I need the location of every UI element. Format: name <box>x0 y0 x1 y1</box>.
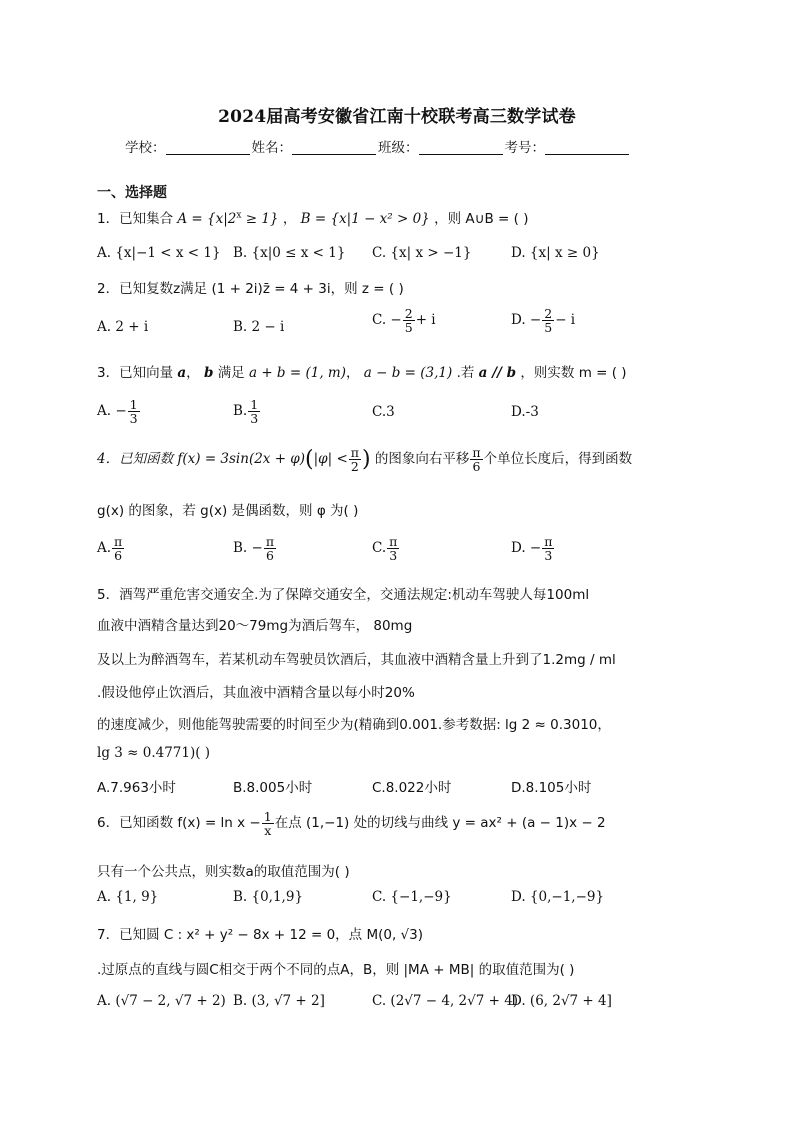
question-6-line-2: 只有一个公共点，则实数a的取值范围为( ) <box>97 864 350 880</box>
question-5-line-1: 5．酒驾严重危害交通安全.为了保障交通安全，交通法规定:机动车驾驶人每100ml <box>97 587 590 603</box>
question-1-stem: 1．已知集合 $A = \{x|2^x \ge 1\}$ ， B = {x|1 − x² > 0} ，则 A∪B = ( ) <box>97 210 529 227</box>
fraction: $\frac{\pi}{3}$ <box>389 534 398 564</box>
q1-option-d[interactable]: D. {x| x ≥ 0} <box>511 245 600 261</box>
question-5-line-6: lg 3 ≈ 0.4771)( ) <box>97 745 211 761</box>
q7-option-a[interactable]: A. (√7 − 2, √7 + 2) <box>97 993 226 1009</box>
q6-option-a[interactable]: A. {1, 9} <box>97 889 159 905</box>
student-info-row <box>125 136 631 156</box>
exam-number-blank[interactable] <box>545 138 629 155</box>
fraction: $\frac{2}{5}$ <box>544 306 553 336</box>
question-7-line-1: 7．已知圆 C : x² + y² − 8x + 12 = 0，点 M(0, √3) <box>97 927 423 943</box>
q3-option-d[interactable]: D.-3 <box>511 404 539 420</box>
q4-option-a[interactable]: A. $\frac{\pi}{6}$ <box>97 534 123 564</box>
q6-option-b[interactable]: B. {0,1,9} <box>233 889 304 905</box>
exam-title: 2024届高考安徽省江南十校联考高三数学试卷 <box>218 107 576 127</box>
question-4-stem: 4．已知函数 f(x) = 3sin(2x + φ)(|φ| < $\frac{\pi}{2}$ ) 的图象向右平移 $\frac{\pi}{6}$ 个单位长度后，得到函数 <box>97 445 633 475</box>
fraction: $\frac{1}{3}$ <box>129 397 138 427</box>
q1-option-b[interactable]: B. {x|0 ≤ x < 1} <box>233 245 346 261</box>
q3-option-b[interactable]: B. $\frac{1}{3}$ <box>233 397 259 427</box>
fraction: $\frac{\pi}{6}$ <box>472 445 481 475</box>
class-blank[interactable] <box>419 138 503 155</box>
q5-option-d[interactable]: D.8.105小时 <box>511 780 592 796</box>
question-5-line-2: 血液中酒精含量达到20～79mg为酒后驾车， 80mg <box>97 618 413 634</box>
question-2-stem: 2．已知复数z满足 (1 + 2i)z̄ = 4 + 3i，则 z = ( ) <box>97 281 404 297</box>
question-5-line-3: 及以上为醉酒驾车，若某机动车驾驶员饮酒后，其血液中酒精含量上升到了1.2mg / ml <box>97 652 616 668</box>
question-7-line-2: .过原点的直线与圆C相交于两个不同的点A，B，则 |MA + MB| 的取值范围为( ) <box>97 962 575 978</box>
q6-option-c[interactable]: C. {−1,−9} <box>372 889 452 905</box>
q4-option-c[interactable]: C. $\frac{\pi}{3}$ <box>372 534 398 564</box>
q6-option-d[interactable]: D. {0,−1,−9} <box>511 889 605 905</box>
q1-option-a[interactable]: A. {x|−1 < x < 1} <box>97 245 221 261</box>
q2-option-c[interactable]: C. − $\frac{2}{5}$ + i <box>372 306 436 336</box>
q4-option-b[interactable]: B. − $\frac{\pi}{6}$ <box>233 534 275 564</box>
question-5-line-4: .假设他停止饮酒后，其血液中酒精含量以每小时20% <box>97 685 415 701</box>
q5-option-c[interactable]: C.8.022小时 <box>372 780 452 796</box>
q7-option-b[interactable]: B. (3, √7 + 2] <box>233 993 325 1009</box>
school-label: 学校： <box>125 140 166 156</box>
q7-option-c[interactable]: C. (2√7 − 4, 2√7 + 4) <box>372 993 519 1009</box>
fraction: $\frac{\pi}{2}$ <box>350 445 359 475</box>
q3-option-a[interactable]: A. − $\frac{1}{3}$ <box>97 397 138 427</box>
question-5-line-5: 的速度减少，则他能驾驶需要的时间至少为(精确到0.001.参考数据: lg 2 ≈ 0.3010， <box>97 717 611 733</box>
q2-option-b[interactable]: B. 2 − i <box>233 319 285 335</box>
exam-number-label: 考号： <box>504 140 545 156</box>
name-blank[interactable] <box>292 138 376 155</box>
fraction: $\frac{\pi}{6}$ <box>265 534 275 564</box>
fraction: $\frac{\pi}{6}$ <box>114 534 123 564</box>
q2-option-d[interactable]: D. − $\frac{2}{5}$ − i <box>511 306 576 336</box>
fraction: $\frac{1}{3}$ <box>250 397 259 427</box>
q7-option-d[interactable]: D. (6, 2√7 + 4] <box>511 993 612 1009</box>
question-6-stem: 6．已知函数 f(x) = ln x − $\frac{1}{x}$ 在点 (1,−1) 处的切线与曲线 y = ax² + (a − 1)x − 2 <box>97 809 606 839</box>
school-blank[interactable] <box>166 138 250 155</box>
q3-option-c[interactable]: C.3 <box>372 404 395 420</box>
fraction: $\frac{1}{x}$ <box>263 809 272 839</box>
q5-option-a[interactable]: A.7.963小时 <box>97 780 176 796</box>
q1-option-c[interactable]: C. {x| x > −1} <box>372 245 472 261</box>
fraction: $\frac{\pi}{3}$ <box>544 534 553 564</box>
question-4-line-2: g(x) 的图象，若 g(x) 是偶函数，则 φ 为( ) <box>97 503 359 519</box>
q4-option-d[interactable]: D. − $\frac{\pi}{3}$ <box>511 534 553 564</box>
q5-option-b[interactable]: B.8.005小时 <box>233 780 313 796</box>
q2-option-a[interactable]: A. 2 + i <box>97 319 149 335</box>
name-label: 姓名： <box>251 140 292 156</box>
class-label: 班级： <box>378 140 419 156</box>
fraction: $\frac{2}{5}$ <box>404 306 413 336</box>
section-heading: 一、选择题 <box>97 185 167 201</box>
question-3-stem: 3．已知向量 a， b 满足 a + b = (1, m)， a − b = (3,1) .若 a // b ，则实数 m = ( ) <box>97 365 627 381</box>
